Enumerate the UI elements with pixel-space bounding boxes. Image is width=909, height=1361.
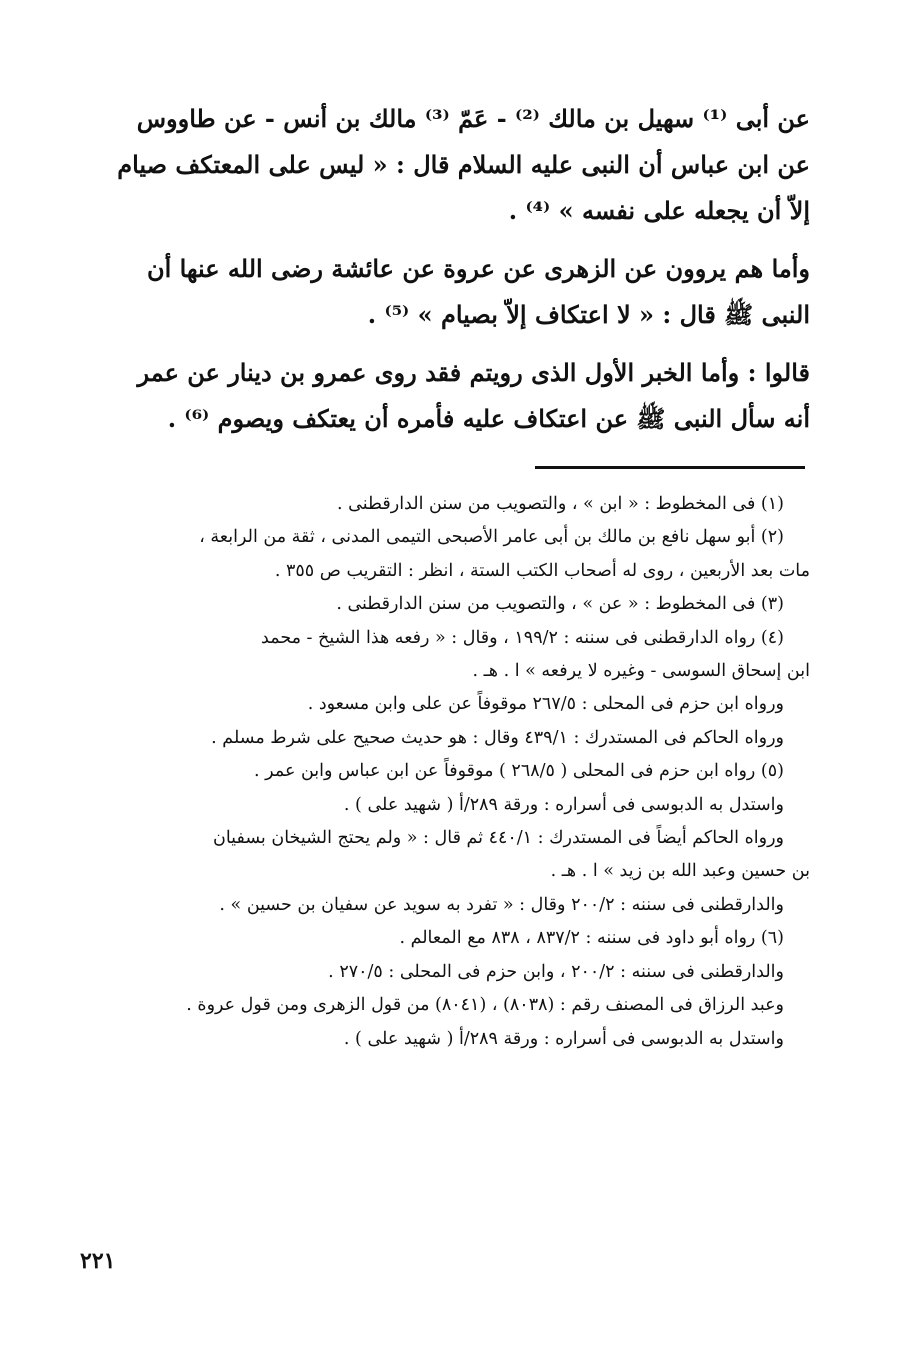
footnote-line: مات بعد الأربعين ، روى له أصحاب الكتب الستة ، انظر : التقريب ص ٣٥٥ . xyxy=(274,560,810,581)
footnote-line: (٤) رواه الدارقطنى فى سننه : ١٩٩/٢ ، وقال : « رفعه هذا الشيخ - محمد xyxy=(261,627,784,648)
paragraph-2 xyxy=(96,246,810,338)
text-line: وأما هم يروون عن الزهرى عن عروة عن عائشة رضى الله عنها أن xyxy=(146,254,810,283)
footnote-line: (١) فى المخطوط : « ابن » ، والتصويب من سنن الدارقطنى . xyxy=(337,494,784,514)
footnote-line: والدارقطنى فى سننه : ٢٠٠/٢ ، وابن حزم فى المحلى : ٢٧٠/٥ . xyxy=(328,961,784,982)
footnote-line: ورواه ابن حزم فى المحلى : ٢٦٧/٥ موقوفاً عن على وابن مسعود . xyxy=(307,694,784,715)
footnote-line: ورواه الحاكم أيضاً فى المستدرك : ٤٤٠/١ ثم قال : « ولم يحتج الشيخان بسفيان xyxy=(213,828,784,849)
paragraph-3 xyxy=(96,350,810,442)
footnote-line: ابن إسحاق السوسى - وغيره لا يرفعه » ا . هـ . xyxy=(472,661,810,682)
footnote-line: بن حسين وعبد الله بن زيد » ا . هـ . xyxy=(550,861,810,882)
footnote-line: وعبد الرزاق فى المصنف رقم : (٨٠٣٨) ، (٨٠٤١) من قول الزهرى ومن قول عروة . xyxy=(186,995,784,1016)
footnote-line: ورواه الحاكم فى المستدرك : ٤٣٩/١ وقال : هو حديث صحيح على شرط مسلم . xyxy=(211,727,784,748)
main-text xyxy=(96,96,810,454)
text-line: أنه سأل النبى ﷺ عن اعتكاف عليه فأمره أن يعتكف ويصوم ⁽⁶⁾ . xyxy=(167,404,810,433)
text-line: قالوا : وأما الخبر الأول الذى رويتم فقد روى عمرو بن دينار عن عمر xyxy=(137,358,810,387)
footnote-line: (٥) رواه ابن حزم فى المحلى ( ٢٦٨/٥ ) موقوفاً عن ابن عباس وابن عمر . xyxy=(254,761,784,782)
text-line: عن ابن عباس أن النبى عليه السلام قال : « ليس على المعتكف صيام xyxy=(117,150,810,179)
footnote-divider xyxy=(535,466,805,469)
paragraph-1 xyxy=(96,96,810,234)
text-line: عن أبى ⁽¹⁾ سهيل بن مالك ⁽²⁾ - عَمّ ⁽³⁾ مالك بن أنس - عن طاووس xyxy=(136,104,810,133)
footnote-line: واستدل به الدبوسى فى أسراره : ورقة ٢٨٩/أ ( شهيد على ) . xyxy=(343,794,784,815)
footnote-line: (٢) أبو سهل نافع بن مالك بن أبى عامر الأصبحى التيمى المدنى ، ثقة من الرابعة ، xyxy=(199,527,784,548)
page-number: ٢٢١ xyxy=(80,1248,116,1274)
footnote-line: (٣) فى المخطوط : « عن » ، والتصويب من سنن الدارقطنى . xyxy=(336,594,784,615)
footnote-line: والدارقطنى فى سننه : ٢٠٠/٢ وقال : « تفرد به سويد عن سفيان بن حسين » . xyxy=(219,894,784,915)
text-line: إلاّ أن يجعله على نفسه » ⁽⁴⁾ . xyxy=(508,196,810,225)
text-line: النبى ﷺ قال : « لا اعتكاف إلاّ بصيام » ⁽⁵⁾ . xyxy=(367,300,810,329)
footnote-line: (٦) رواه أبو داود فى سننه : ٨٣٧/٢ ، ٨٣٨ مع المعالم . xyxy=(399,928,784,949)
footnotes xyxy=(96,488,810,1056)
footnote-line: واستدل به الدبوسى فى أسراره : ورقة ٢٨٩/أ ( شهيد على ) . xyxy=(343,1028,784,1049)
